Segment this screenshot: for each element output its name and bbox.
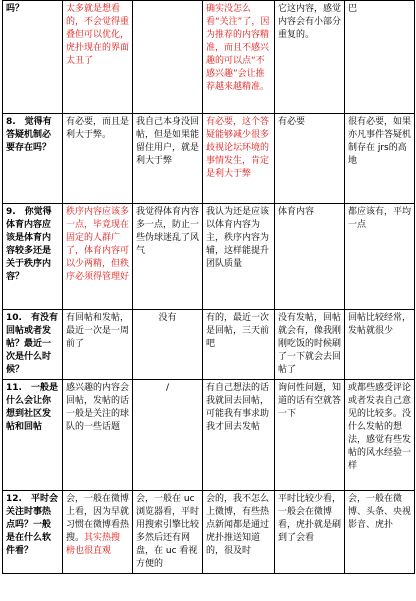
question-cell: 12. 平时会关注时事热点吗？一般是在什么软件看？: [3, 491, 63, 574]
highlighted-answer-text: 秩序内容应该多一点，毕竟现在固定的人群广了，体育内容可以少两精，但秩序必须得管理好: [66, 207, 130, 282]
table-row: [3, 204, 415, 310]
table-row: [3, 310, 415, 380]
answer-cell: [133, 380, 203, 491]
answer-text: 我觉得体育内容多一点，防止一些伪球迷乱了风气: [136, 207, 200, 256]
answer-cell: [63, 114, 133, 204]
answer-text: 我自己本身没回帖，但是如果能留住用户，就是利大于弊: [136, 117, 200, 166]
answer-cell: [345, 310, 415, 380]
answer-text: 很有必要，如果亦凡事件答疑机制存在 jrs的高地: [348, 117, 412, 166]
answer-text: 感兴趣的内容会回帖，发帖的话一般是关注的球队的一些话题: [66, 383, 130, 432]
table-row: [3, 380, 415, 491]
answer-text: 体育内容: [278, 207, 315, 217]
answer-text: 有的，最近一次是回帖，三天前吧: [206, 313, 270, 349]
answer-cell: [63, 1, 133, 114]
answer-text: 巴: [348, 4, 358, 14]
answer-cell: [63, 491, 133, 574]
answer-text: 我认为还是应该以体育内容为主，秩序内容为辅，这样能提升团队质量: [206, 207, 270, 269]
answer-text: 会，一般在微博、头条、央视影音、虎扑: [348, 494, 412, 530]
highlighted-answer-text: 有必要，这个答疑能够减少很多歧视论坛环境的事情发生，肯定是利大于弊: [206, 117, 270, 179]
answer-text: 会的，我不怎么上微博，有些热点新闻都是通过虎扑推送知道的，很及时: [206, 494, 270, 556]
answer-cell: [203, 1, 275, 114]
answer-cell: [345, 491, 415, 574]
answer-text: 有自己想法的话我就回去回帖，可能我有事求助我才回去发帖: [206, 383, 270, 432]
answer-cell: [63, 380, 133, 491]
highlighted-answer-text: 确实没怎么看“关注”了，因为推荐的内容精准，而且不感兴趣的可以点“不感兴趣”会让推荐越来越精准。: [206, 4, 270, 92]
answer-cell: [203, 310, 275, 380]
answer-text: 有必要，而且是利大于弊。: [66, 117, 130, 140]
question-cell: 吗？: [3, 1, 63, 114]
highlighted-answer-text: 其实热搜榜也很直观: [66, 533, 121, 556]
answer-text: 都应该有，平均一点: [348, 207, 412, 230]
answer-cell: [63, 310, 133, 380]
table-row: [3, 491, 415, 574]
answer-cell: [275, 310, 345, 380]
answer-cell: [63, 204, 133, 310]
highlighted-answer-text: 太多就是想看的，不会觉得重叠但可以优化，虎扑现在的界面太丑了: [66, 4, 130, 66]
answer-text: 会，一般在微博上看，因为早就习惯在微博看热搜。: [66, 494, 130, 543]
answer-cell: [203, 491, 275, 574]
answer-cell: [275, 114, 345, 204]
answer-cell: [203, 114, 275, 204]
answer-text: 会，一般在 uc 浏览器看，平时用搜索引擎比较多然后还有网盘，在 uc 看视方便的: [136, 494, 200, 569]
answer-cell: [133, 114, 203, 204]
answer-cell: [345, 204, 415, 310]
answer-cell: [203, 380, 275, 491]
answer-cell: [275, 380, 345, 491]
interview-table: [2, 0, 415, 574]
answer-text: 平时比较少看，一般会在微博看，虎扑就是刷到了会看: [278, 494, 342, 543]
answer-cell: [275, 204, 345, 310]
table-row: [3, 114, 415, 204]
answer-text: 或都些感受评论或者发表自己意见的比较多。没什么发帖的想法，感觉有些发帖的风水经验一样: [348, 383, 412, 471]
answer-text: 询问性问题，知道的话有空就答一下: [278, 383, 342, 419]
answer-text: 它这内容，感觉内容会有小部分重复的。: [278, 4, 342, 40]
answer-cell: [203, 204, 275, 310]
answer-cell: [345, 114, 415, 204]
table-row: [3, 1, 415, 114]
question-cell: 9. 你觉得体育内容应该是体育内容较多还是关于秩序内容？: [3, 204, 63, 310]
answer-cell: [345, 1, 415, 114]
answer-text: 回帖比较经常，发帖就很少: [348, 313, 412, 336]
answer-cell: [275, 491, 345, 574]
answer-cell: [345, 380, 415, 491]
answer-text: /: [165, 383, 170, 393]
question-cell: 8. 觉得有答疑机制必要存在吗？: [3, 114, 63, 204]
question-cell: 11. 一般是什么会让你想到社区发帖和回帖: [3, 380, 63, 491]
answer-cell: [133, 310, 203, 380]
question-cell: 10. 有没有回帖或者发帖？最近一次是什么时候？: [3, 310, 63, 380]
answer-cell: [133, 1, 203, 114]
answer-cell: [133, 491, 203, 574]
answer-text: 有必要: [278, 117, 306, 127]
answer-text: 没有发帖，回帖就会有，像我刚刚吃饭的时候刷了一下就会去回帖了: [278, 313, 342, 375]
answer-text: 有回帖和发帖，最近一次是一周前了: [66, 313, 130, 349]
answer-cell: [133, 204, 203, 310]
answer-text: 没有: [158, 313, 177, 323]
answer-cell: [275, 1, 345, 114]
